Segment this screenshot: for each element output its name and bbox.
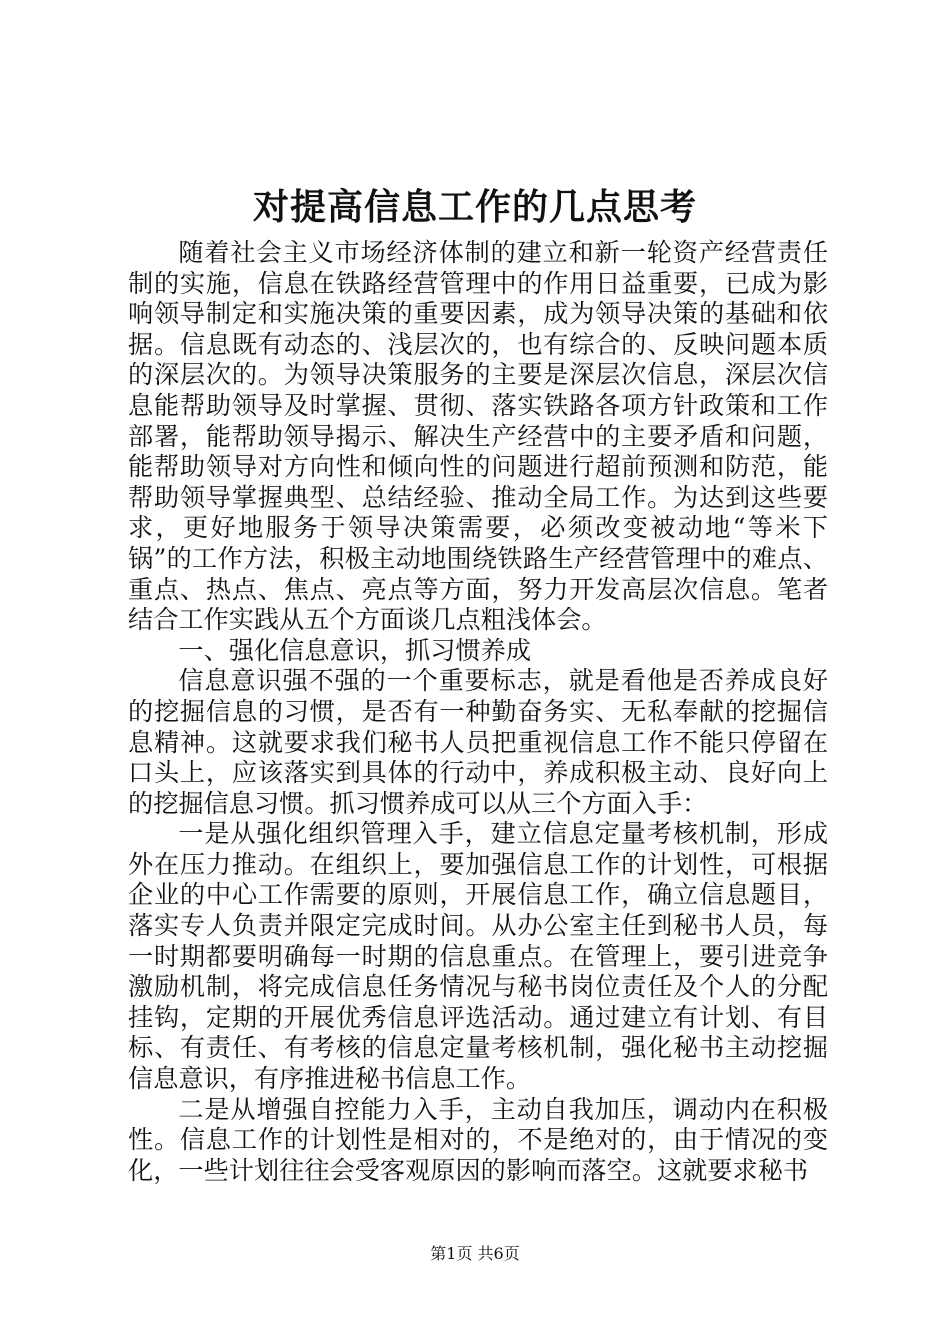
document-title: 对提高信息工作的几点思考: [252, 186, 697, 228]
page-footer: 第1页 共6页: [430, 1244, 520, 1263]
section-heading-1: 一、强化信息意识，抓习惯养成: [178, 635, 532, 665]
paragraph-point-2: 二是从增强自控能力入手，主动自我加压，调动内在积极性。信息工作的计划性是相对的，不是绝对的，由于情况的变化，一些计划往往会受客观原因的影响而落空。这就要求秘书: [128, 1094, 828, 1185]
paragraph-point-1: 一是从强化组织管理入手，建立信息定量考核机制，形成外在压力推动。在组织上，要加强信息工作的计划性，可根据企业的中心工作需要的原则，开展信息工作，确立信息题目，落实专人负责并限定完成时间。从办公室主任到秘书人员，每一时期都要明确每一时期的信息重点。在管理上，要引进竞争激励机制，将完成信息任务情况与秘书岗位责任及个人的分配挂钩，定期的开展优秀信息评选活动。通过建立有计划、有目标、有责任、有考核的信息定量考核机制，强化秘书主动挖掘信息意识，有序推进秘书信息工作。: [128, 819, 828, 1094]
paragraph-intro: 随着社会主义市场经济体制的建立和新一轮资产经营责任制的实施，信息在铁路经营管理中的作用日益重要，已成为影响领导制定和实施决策的重要因素，成为领导决策的基础和依据。信息既有动态的、浅层次的，也有综合的、反映问题本质的深层次的。为领导决策服务的主要是深层次信息，深层次信息能帮助领导及时掌握、贯彻、落实铁路各项方针政策和工作部署，能帮助领导揭示、解决生产经营中的主要矛盾和问题，能帮助领导对方向性和倾向性的问题进行超前预测和防范，能帮助领导掌握典型、总结经验、推动全局工作。为达到这些要求，更好地服务于领导决策需要，必须改变被动地“等米下锅”的工作方法，积极主动地围绕铁路生产经营管理中的难点、重点、热点、焦点、亮点等方面，努力开发高层次信息。笔者结合工作实践从五个方面谈几点粗浅体会。: [128, 238, 828, 635]
document-body: [128, 238, 828, 1186]
paragraph-habit: 信息意识强不强的一个重要标志，就是看他是否养成良好的挖掘信息的习惯，是否有一种勤奋务实、无私奉献的挖掘信息精神。这就要求我们秘书人员把重视信息工作不能只停留在口头上，应该落实到具体的行动中，养成积极主动、良好向上的挖掘信息习惯。抓习惯养成可以从三个方面入手：: [128, 666, 828, 818]
